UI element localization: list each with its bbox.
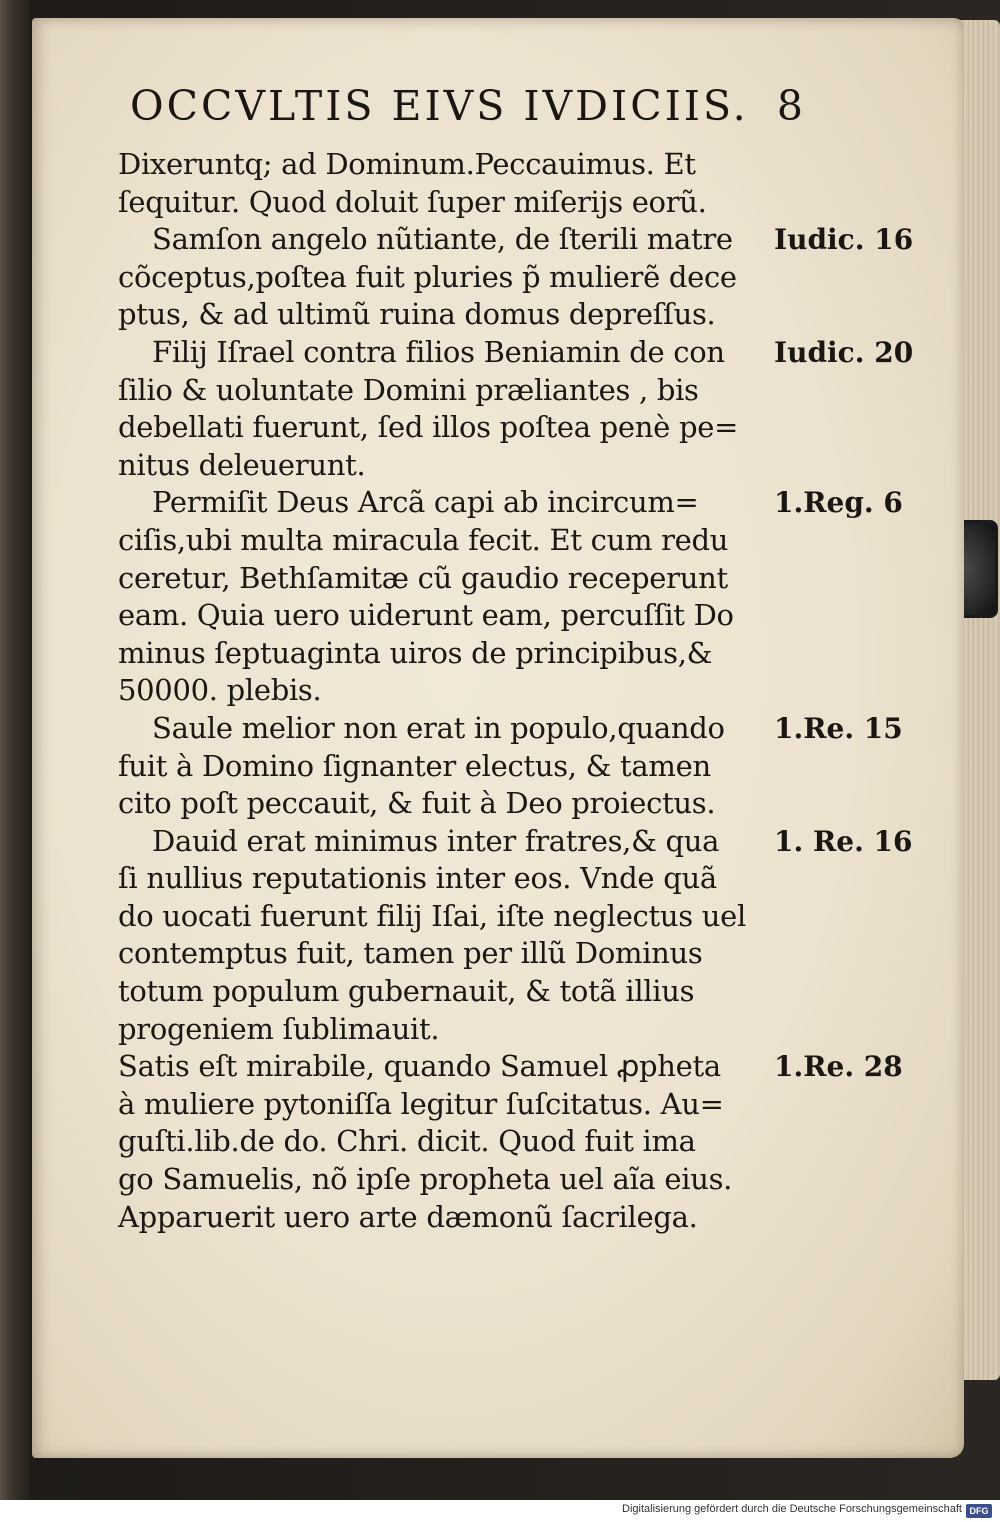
book-spine bbox=[0, 0, 30, 1500]
text-line: Apparuerit uero arte dæmonũ ſacrilega. bbox=[118, 1199, 698, 1234]
text-line: Satis eſt mirabile, quando Samuel ꝓpheta bbox=[118, 1049, 721, 1084]
text-line: eam. Quia uero uiderunt eam, percuſſit Do bbox=[118, 598, 734, 633]
text-line: ſilio & uoluntate Domini præliantes , bis bbox=[118, 372, 699, 407]
text-line: 50000. plebis. bbox=[118, 673, 322, 708]
text-line: progeniem ſublimauit. bbox=[118, 1011, 440, 1046]
text-line: Samſon angelo nũtiante, de ſterili matre bbox=[152, 222, 733, 257]
text-line: Permiſit Deus Arcã capi ab incircum= bbox=[152, 485, 699, 520]
text-line: minus ſeptuaginta uiros de principibus,& bbox=[118, 635, 713, 670]
text-line: Dauid erat minimus inter fratres,& qua bbox=[152, 823, 720, 858]
text-line: contemptus fuit, tamen per illũ Dominus bbox=[118, 936, 703, 971]
text-line: nitus deleuerunt. bbox=[118, 447, 366, 482]
text-line: ſi nullius reputationis inter eos. Vnde quã bbox=[118, 861, 717, 896]
text-line: Saule melior non erat in populo,quando bbox=[152, 710, 725, 745]
margin-reference: 1.Re. 15 bbox=[774, 712, 903, 745]
margin-reference: 1. Re. 16 bbox=[774, 824, 913, 858]
header-title: OCCVLTIS EIVS IVDICIIS. bbox=[130, 82, 749, 130]
text-line: Filij Iſrael contra filios Beniamin de con bbox=[152, 334, 725, 369]
text-line: à muliere pytoniſſa legitur ſuſcitatus. Au= bbox=[118, 1086, 724, 1121]
text-line: guſti.lib.de do. Chri. dicit. Quod fuit ima bbox=[118, 1124, 696, 1159]
text-line: ptus, & ad ultimũ ruina domus depreſſus. bbox=[118, 297, 716, 332]
dfg-logo-icon: DFG bbox=[966, 1504, 992, 1518]
margin-reference: Iudic. 20 bbox=[774, 336, 914, 369]
text-line: totum populum gubernauit, & totã illius bbox=[118, 974, 695, 1009]
text-line: ceretur, Bethſamitæ cũ gaudio receperunt bbox=[118, 560, 728, 595]
text-line: cõceptus,poſtea fuit pluries p̃ mulierẽ dece bbox=[118, 259, 737, 294]
text-line: ſequitur. Quod doluit ſuper miſerijs eorũ. bbox=[118, 184, 707, 219]
text-line: go Samuelis, nõ ipſe propheta uel aĩa eius. bbox=[118, 1162, 733, 1197]
footer-bar bbox=[0, 1500, 1000, 1522]
margin-reference: 1.Re. 28 bbox=[774, 1050, 903, 1084]
running-header bbox=[130, 82, 806, 130]
body-text bbox=[118, 146, 778, 1236]
page-number: 8 bbox=[776, 82, 806, 130]
text-line: do uocati fuerunt filij Iſai, iſte neglectus uel bbox=[118, 898, 746, 933]
footer-credit: Digitalisierung gefördert durch die Deutsche Forschungsgemeinschaft bbox=[622, 1503, 962, 1515]
margin-reference: 1.Reg. 6 bbox=[774, 486, 903, 520]
text-line: fuit à Domino ſignanter electus, & tamen bbox=[118, 748, 711, 783]
text-line: cito poſt peccauit, & fuit à Deo proiectus. bbox=[118, 786, 716, 821]
text-line: debellati fuerunt, ſed illos poſtea penè pe= bbox=[118, 410, 739, 445]
text-line: ciſis,ubi multa miracula fecit. Et cum redu bbox=[118, 522, 729, 557]
margin-reference: Iudic. 16 bbox=[774, 223, 914, 257]
text-line: Dixeruntq; ad Dominum.Peccauimus. Et bbox=[118, 147, 696, 181]
